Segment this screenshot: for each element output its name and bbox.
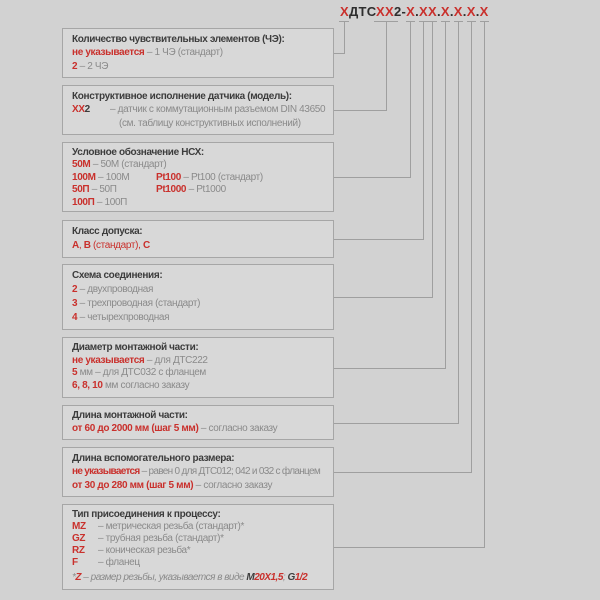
option-text: мм – для ДТС032 с фланцем [77,367,206,379]
connector-vline [484,21,485,547]
option-text: М [246,572,255,583]
option-text: MZ [72,521,86,532]
option-line [72,60,324,73]
connector-vline [423,21,424,239]
connector-vline [445,21,446,368]
option-text: * [72,572,76,583]
option-text: 100М [72,171,96,183]
option-text: – фланец [98,557,140,568]
option-line [72,311,324,325]
option-cell [72,239,150,253]
box-title: Количество чувствительных элементов (ЧЭ): [72,34,285,45]
option-cell [72,60,108,73]
code-segment: 2 [393,4,402,19]
option-cell [72,117,119,130]
connector-hline [334,239,424,240]
option-text: – согласно заказу [198,422,278,434]
option-text: (см. таблицу конструктивных исполнений) [119,117,301,129]
option-text: 6, 8, 10 [72,379,103,391]
option-text: – размер резьбы, указывается в виде [81,572,247,583]
option-line [72,103,324,116]
code-segment: . [475,4,480,19]
option-line [72,355,324,368]
option-text: – 50М (стандарт) [90,159,167,171]
option-text: 20Х1,5 [254,572,283,583]
option-text: 4 [72,312,78,323]
option-text: – трехпроводная (стандарт) [77,298,201,309]
option-text: G [287,572,295,583]
option-cell [72,533,98,545]
option-text: – четырехпроводная [77,312,170,323]
spec-box-tolerance-class [62,220,334,258]
option-cell [72,367,206,380]
option-line [72,533,324,545]
option-text: – коническая резьба* [98,545,191,556]
option-text: от 60 до 2000 мм (шаг 5 мм) [72,422,199,434]
option-text: не указывается [72,47,145,59]
option-cell [72,572,307,584]
spec-box-nsh-designation [62,142,334,212]
box-title: Конструктивное исполнение датчика (модель): [72,91,292,102]
option-cell [72,297,200,311]
connector-vline [386,21,387,110]
option-cell [72,465,320,478]
code-segment: Х [453,4,463,19]
option-cell [72,311,169,325]
option-text: 1/2 [294,572,308,583]
option-line [72,465,324,478]
spec-box-connection-scheme [62,264,334,330]
box-title: Длина монтажной части: [72,410,188,421]
option-line [72,380,324,393]
connector-vline [344,21,345,53]
option-cell [98,521,244,533]
option-text: – двухпроводная [77,284,154,295]
option-text: от 30 до 280 мм (шаг 5 мм) [72,479,194,491]
spec-box-design-model [62,85,334,135]
connector-hline [334,423,459,424]
code-segment: Х [479,4,489,19]
option-text: 2 [84,104,90,116]
option-text: В [83,240,91,251]
option-text: – Pt1000 [186,184,226,196]
code-segment: . [436,4,441,19]
code-segment: ХХ [375,4,394,19]
option-text: не указывается [72,466,140,478]
spec-box-sensing-elements [62,28,334,78]
option-cell [72,521,98,533]
code-segment: . [415,4,420,19]
option-cell [98,557,140,569]
option-text: RZ [72,545,85,556]
option-cell [72,380,189,393]
option-cell [72,184,156,196]
option-text: А [72,240,79,251]
option-line [72,239,324,253]
option-text: F [72,557,78,568]
option-line [72,557,324,569]
option-line [72,479,324,492]
option-line [72,184,324,196]
option-line [72,545,324,557]
code-segment: ХХ [419,4,437,19]
option-text [72,118,74,129]
option-text: – 100М [95,171,130,183]
option-cell [156,172,263,184]
connector-hline [334,177,411,178]
option-text: – согласно заказу [193,479,273,491]
option-line [72,197,324,209]
option-cell [72,172,156,184]
option-line [72,283,324,297]
option-line [72,117,324,130]
option-text: 3 [72,298,78,309]
option-cell [156,184,226,196]
connector-hline [334,297,433,298]
option-text: Pt100 [156,171,181,183]
option-text: Z [75,572,82,583]
connector-vline [432,21,433,297]
option-line [72,297,324,311]
option-line [72,521,324,533]
option-line [72,172,324,184]
box-title: Диаметр монтажной части: [72,342,199,353]
option-cell [72,283,153,297]
option-line [72,159,324,171]
option-text: – датчик с коммутационным разъемом DIN 43650 [110,104,326,116]
code-segment: - [401,4,407,19]
option-cell [72,197,127,209]
option-cell [72,103,110,116]
option-line [72,367,324,380]
option-cell [72,423,277,436]
option-text: 50П [72,184,90,196]
spec-box-mounting-diameter [62,337,334,398]
option-cell [119,117,301,130]
spec-box-process-connection [62,504,334,590]
box-title: Класс допуска: [72,226,143,237]
spec-box-auxiliary-length [62,447,334,497]
option-text: ХХ [72,104,85,116]
code-segment: . [449,4,454,19]
option-text: 2 [72,284,78,295]
option-cell [72,355,208,368]
code-segment: Х [440,4,450,19]
option-cell [72,557,98,569]
option-text: – 2 ЧЭ [77,60,109,72]
code-segment: . [462,4,467,19]
code-segment: Х [466,4,476,19]
option-text: не указывается [72,354,145,366]
code-segment: Х [406,4,416,19]
option-cell [110,103,325,116]
spec-box-mounting-length [62,405,334,440]
box-title: Условное обозначение НСХ: [72,147,204,158]
option-text: 100П [72,196,95,208]
box-title: Схема соединения: [72,270,163,281]
option-text: , [78,240,84,251]
option-cell [72,545,98,557]
option-cell [72,479,272,492]
connector-hline [334,547,485,548]
box-title: Тип присоединения к процессу: [72,509,221,520]
option-line [72,423,324,436]
option-text: – Pt100 (стандарт) [180,171,263,183]
option-text: ; [282,572,288,583]
connector-hline [334,368,446,369]
box-title: Длина вспомогательного размера: [72,453,235,464]
option-text: – метрическая резьба (стандарт)* [98,521,245,532]
connector-vline [471,21,472,472]
option-text: 2 [72,60,78,72]
connector-hline [334,53,345,54]
code-segment: Х [340,4,349,19]
option-text: – трубная резьба (стандарт)* [98,533,224,544]
code-segment: ДТС [348,4,376,19]
option-text: мм согласно заказу [102,379,190,391]
option-text: GZ [72,533,86,544]
option-text: С [142,240,150,251]
option-line [72,46,324,59]
connector-vline [410,21,411,177]
option-text: – для ДТС222 [144,354,208,366]
option-text: 5 [72,367,78,379]
option-text: 50М [72,159,91,171]
connector-vline [458,21,459,423]
option-text: – 100П [94,196,128,208]
option-cell [72,159,166,171]
option-text: – равен 0 для ДТС012; 042 и 032 с фланцем [139,466,321,478]
option-text: – 1 ЧЭ (стандарт) [144,47,223,59]
option-cell [98,533,224,545]
option-cell [98,545,190,557]
option-cell [72,46,223,59]
order-code [340,4,489,19]
option-line [72,572,324,584]
option-text: (стандарт), [90,240,143,251]
option-text: – 50П [89,184,117,196]
connector-hline [334,110,387,111]
option-text: Pt1000 [156,184,187,196]
connector-hline [334,472,472,473]
